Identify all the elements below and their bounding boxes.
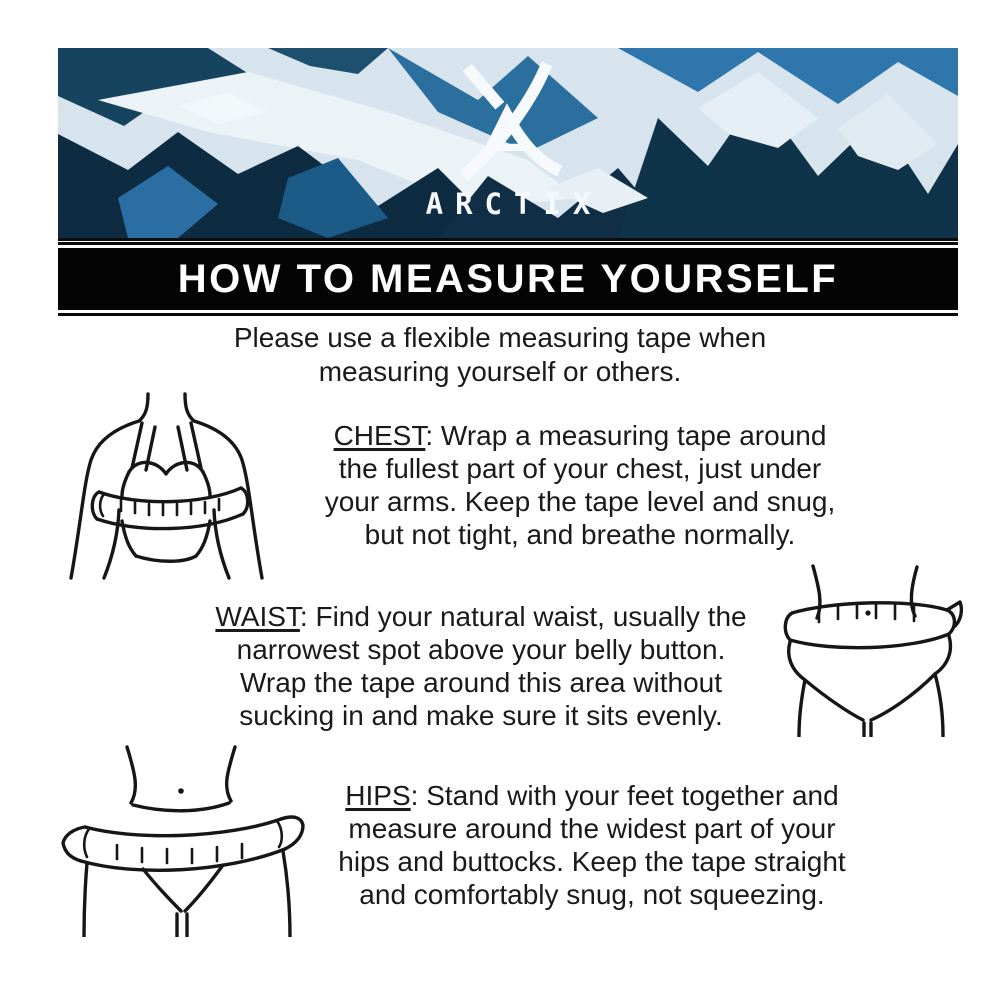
- title-bar: [58, 248, 958, 310]
- bottom-rule: [58, 313, 958, 316]
- instruction-line: measure around the widest part of your: [348, 813, 836, 844]
- chest-measure-illustration: [63, 392, 278, 580]
- page-title: HOW TO MEASURE YOURSELF: [177, 256, 839, 301]
- top-rule: [58, 242, 958, 245]
- intro-text: [0, 321, 1000, 389]
- hips-measure-illustration: [57, 745, 309, 937]
- intro-line: Please use a flexible measuring tape when: [233, 322, 767, 353]
- hips-instructions: HIPS: Stand with your feet together and measure around the widest part of your hips and buttocks. Keep the tape straight and comfortably snug, not squeezing.: [282, 779, 902, 911]
- instruction-line: but not tight, and breathe normally.: [364, 519, 796, 550]
- chest-instructions: CHEST: Wrap a measuring tape around the fullest part of your chest, just under your arms. Keep the tape level and snug, but not tight, and breathe normally.: [270, 419, 890, 551]
- instruction-line: hips and buttocks. Keep the tape straight: [338, 846, 846, 877]
- instruction-line: and comfortably snug, not squeezing.: [359, 879, 825, 910]
- instruction-line: sucking in and make sure it sits evenly.: [239, 700, 723, 731]
- brand-wordmark: ARCTIX: [425, 187, 603, 221]
- arctix-x-mark-icon: [449, 58, 567, 186]
- instruction-line: the fullest part of your chest, just under: [338, 453, 822, 484]
- hips-label: HIPS: [345, 780, 411, 811]
- brand-banner: [58, 48, 958, 241]
- arctix-logo: [58, 58, 958, 221]
- instruction-line: narrowest spot above your belly button.: [236, 634, 726, 665]
- instruction-line: your arms. Keep the tape level and snug,: [324, 486, 836, 517]
- instruction-line: Wrap the tape around this area without: [239, 667, 722, 698]
- waist-instructions: WAIST: Find your natural waist, usually the narrowest spot above your belly button. Wrap the tape around this area without sucking in and make sure it sits evenly.: [169, 600, 793, 732]
- waist-label: WAIST: [215, 601, 300, 632]
- chest-label: CHEST: [333, 420, 426, 451]
- waist-measure-illustration: [777, 563, 965, 737]
- title-bar-block: [58, 242, 958, 316]
- intro-line: measuring yourself or others.: [318, 356, 682, 387]
